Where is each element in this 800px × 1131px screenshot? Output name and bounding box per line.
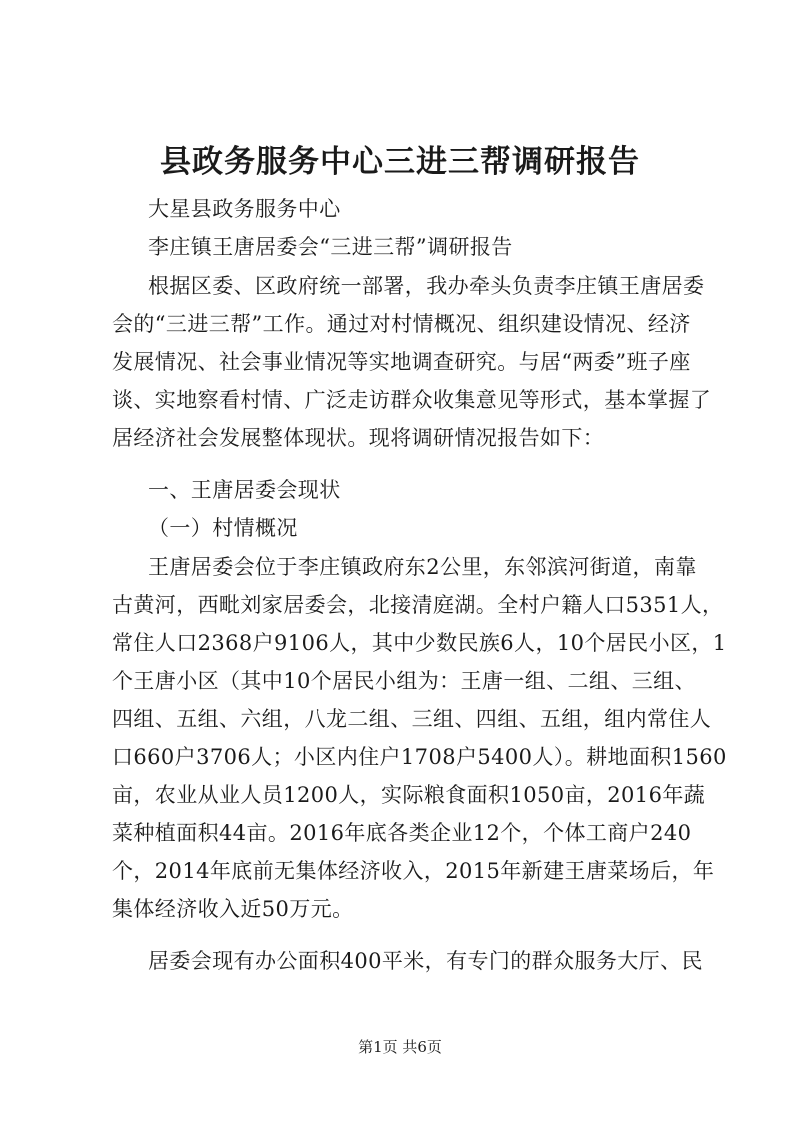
body-line: 亩，农业从业人员1200人，实际粮食面积1050亩，2016年蔬 bbox=[112, 783, 706, 807]
subsection-heading: （一）村情概况 bbox=[148, 516, 298, 540]
body-line: 常住人口2368户9106人，其中少数民族6人，10个居民小区，1 bbox=[112, 631, 727, 655]
subtitle-line: 李庄镇王唐居委会“三进三帮”调研报告 bbox=[148, 235, 513, 259]
body-line: 古黄河，西毗刘家居委会，北接清庭湖。全村户籍人口5351人， bbox=[112, 593, 724, 617]
body-line: 集体经济收入近50万元。 bbox=[112, 897, 354, 921]
author-line: 大星县政务服务中心 bbox=[148, 197, 341, 221]
body-line: 口660户3706人；小区内住户1708户5400人）。耕地面积1560 bbox=[112, 745, 727, 769]
body-line: 根据区委、区政府统一部署，我办牵头负责李庄镇王唐居委 bbox=[148, 274, 705, 298]
body-line: 个王唐小区（其中10个居民小组为：王唐一组、二组、三组、 bbox=[112, 669, 696, 693]
body-line: 居经济社会发展整体现状。现将调研情况报告如下： bbox=[112, 426, 605, 450]
page-footer: 第1页 共6页 bbox=[358, 1038, 442, 1056]
body-line: 发展情况、社会事业情况等实地调查研究。与居“两委”班子座 bbox=[112, 350, 691, 374]
body-line: 居委会现有办公面积400平米，有专门的群众服务大厅、民 bbox=[148, 949, 703, 973]
section-heading: 一、王唐居委会现状 bbox=[148, 478, 341, 502]
body-line: 菜种植面积44亩。2016年底各类企业12个，个体工商户240 bbox=[112, 821, 692, 845]
body-line: 谈、实地察看村情、广泛走访群众收集意见等形式，基本掌握了 bbox=[112, 388, 712, 412]
body-line: 王唐居委会位于李庄镇政府东2公里，东邻滨河街道，南靠 bbox=[148, 555, 697, 579]
body-line: 四组、五组、六组，八龙二组、三组、四组、五组，组内常住人 bbox=[112, 707, 712, 731]
body-line: 会的“三进三帮”工作。通过对村情概况、组织建设情况、经济 bbox=[112, 312, 691, 336]
body-line: 个，2014年底前无集体经济收入，2015年新建王唐菜场后，年 bbox=[112, 859, 715, 883]
document-title: 县政务服务中心三进三帮调研报告 bbox=[160, 144, 640, 180]
